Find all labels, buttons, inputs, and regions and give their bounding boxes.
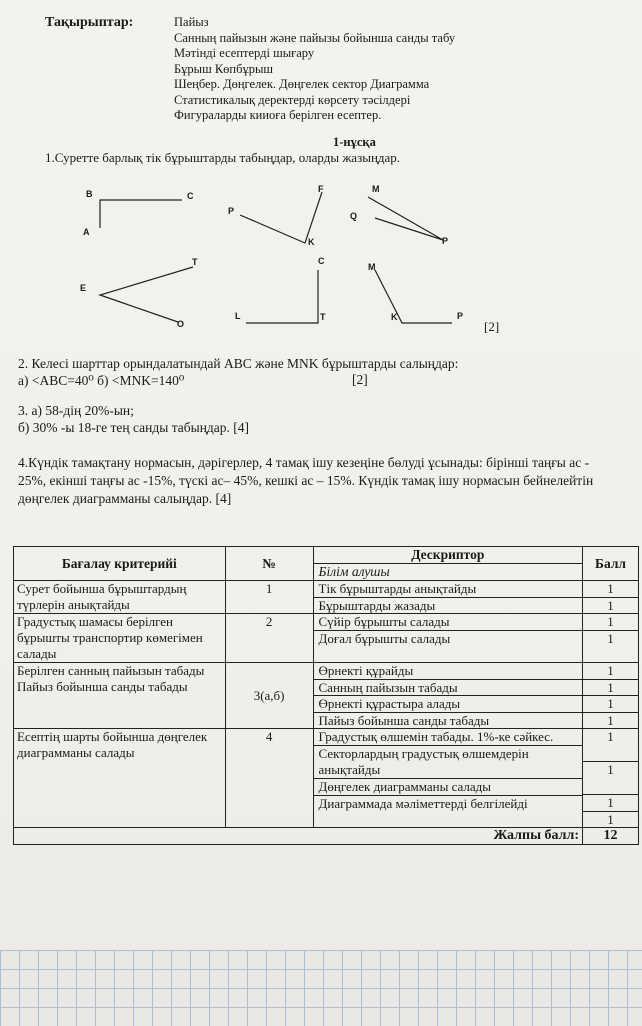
score-item: 1 bbox=[607, 597, 614, 613]
figure-label: L bbox=[235, 311, 241, 321]
figure-label: P bbox=[442, 236, 449, 246]
score-item: 1 bbox=[583, 663, 638, 680]
figure-label: M bbox=[372, 184, 380, 194]
descriptor-item: Тік бұрыштарды анықтайды bbox=[314, 581, 583, 598]
descriptor-item: Сүйір бұрышты салады bbox=[314, 614, 583, 631]
figure-label: P bbox=[457, 311, 464, 321]
angle-figure-1 bbox=[100, 200, 182, 228]
total-label: Жалпы балл: bbox=[14, 828, 583, 845]
figure-label: O bbox=[177, 319, 185, 329]
descriptor-item: Санның пайызын табады bbox=[314, 680, 583, 697]
variant-title: 1-нұсқа bbox=[333, 135, 376, 149]
table-row bbox=[14, 729, 639, 828]
figure-label: P bbox=[228, 206, 235, 216]
task-number-cell: 4 bbox=[225, 729, 313, 828]
score-item: 1 bbox=[583, 795, 638, 812]
descriptor-header bbox=[313, 547, 583, 581]
graph-paper-background bbox=[0, 950, 642, 1026]
topic-item: Пайыз bbox=[174, 15, 209, 29]
score-cell bbox=[583, 581, 639, 614]
figure-label: C bbox=[187, 191, 194, 201]
score-header: Балл bbox=[583, 547, 639, 581]
question-2-text: 2. Келесі шарттар орындалатындай ABC және MNK бұрыштарды салыңдар: bbox=[18, 356, 459, 371]
score-item: 1 bbox=[583, 614, 638, 631]
descriptor-item: Дөңгелек диаграмманы салады bbox=[314, 779, 583, 796]
question-4-line: дөңгелек диаграмманы салыңдар. [4] bbox=[18, 491, 232, 506]
question-2-mark: [2] bbox=[352, 372, 368, 387]
table-header-row bbox=[14, 547, 639, 581]
descriptor-item: Градустық өлшемін табады. 1%-ке сәйкес. bbox=[314, 729, 583, 746]
figure-label: Q bbox=[350, 211, 358, 221]
angle-figure-5 bbox=[246, 270, 318, 323]
angle-figure-4 bbox=[100, 267, 193, 322]
task-number-cell: 2 bbox=[225, 614, 313, 663]
score-item: 1 bbox=[607, 712, 614, 728]
question-4-line: 4.Күндік тамақтану нормасын, дәрігерлер, 4 тамақ ішу кезеңіне бөлуді ұсынады: бірінші таңғы ас - bbox=[18, 455, 590, 470]
descriptor-cell bbox=[313, 614, 583, 663]
descriptor-cell bbox=[313, 663, 583, 729]
topics-list bbox=[174, 15, 455, 124]
descriptor-cell bbox=[313, 729, 583, 828]
score-item: 1 bbox=[583, 762, 638, 795]
score-cell bbox=[583, 663, 639, 729]
question-4 bbox=[18, 454, 593, 508]
assessment-table bbox=[13, 546, 639, 845]
criteria-cell: Берілген санның пайызын табады Пайыз бойынша санды табады bbox=[14, 663, 226, 729]
descriptor-item: Бұрыштарды жазады bbox=[318, 597, 436, 613]
table-row bbox=[14, 663, 639, 729]
question-2 bbox=[18, 355, 458, 389]
table-row bbox=[14, 614, 639, 663]
score-item: 1 bbox=[607, 630, 614, 646]
angle-figure-3 bbox=[368, 197, 443, 240]
criteria-cell: Есептің шарты бойынша дөңгелек диаграмманы салады bbox=[14, 729, 226, 828]
question-1-mark: [2] bbox=[484, 319, 500, 334]
figure-label: C bbox=[318, 256, 325, 266]
number-header: № bbox=[225, 547, 313, 581]
figure-label: M bbox=[368, 262, 376, 272]
figure-label: B bbox=[86, 189, 93, 199]
angle-figure-6 bbox=[375, 270, 452, 323]
question-2-conditions: а) <ABC=40⁰ б) <MNK=140⁰ bbox=[18, 373, 185, 388]
figure-label: E bbox=[80, 283, 87, 293]
descriptor-item: Өрнекті құрайды bbox=[314, 663, 583, 680]
question-3 bbox=[18, 402, 249, 436]
topic-item: Мәтінді есептерді шығару bbox=[174, 46, 315, 60]
question-3-part-b: б) 30% -ы 18-ге тең санды табыңдар. [4] bbox=[18, 420, 250, 435]
criteria-header: Бағалау критерийі bbox=[14, 547, 226, 581]
topic-item: Фигураларды кииоға берілген есептер. bbox=[174, 108, 382, 122]
score-item: 1 bbox=[607, 811, 614, 827]
task-number-cell: 3(а,б) bbox=[225, 663, 313, 729]
criteria-cell: Сурет бойынша бұрыштардың түрлерін анықтайды bbox=[14, 581, 226, 614]
topic-item: Бұрыш Көпбұрыш bbox=[174, 61, 273, 76]
table-row bbox=[14, 581, 639, 614]
descriptor-item: Доғал бұрышты салады bbox=[318, 630, 451, 646]
figure-label: F bbox=[318, 184, 324, 194]
topic-item: Шеңбер. Дөңгелек. Дөңгелек сектор Диаграмма bbox=[174, 77, 430, 91]
descriptor-cell bbox=[313, 581, 583, 614]
figure-label: T bbox=[192, 257, 198, 267]
question-4-line: 25%, екінші таңғы ас -15%, түскі ас– 45%, кешкі ас – 15%. Күндік тамақ ішу нормасын бейнелейтін bbox=[18, 473, 594, 488]
learner-subheader: Білім алушы bbox=[318, 564, 390, 579]
question-3-part-a: 3. а) 58-дің 20%-ын; bbox=[18, 403, 134, 418]
figure-label: K bbox=[391, 312, 398, 322]
criteria-cell: Градустық шамасы берілген бұрышты транспортир көмегімен салады bbox=[14, 614, 226, 663]
descriptor-title: Дескриптор bbox=[314, 547, 583, 564]
score-cell bbox=[583, 729, 639, 828]
question-1-text: 1.Суретте барлық тік бұрыштарды табыңдар, оларды жазыңдар. bbox=[45, 150, 401, 165]
total-row bbox=[14, 828, 639, 845]
task-number-cell: 1 bbox=[225, 581, 313, 614]
score-item: 1 bbox=[583, 729, 638, 762]
descriptor-item: Өрнекті құрастыра алады bbox=[314, 696, 583, 713]
figure-label: K bbox=[308, 237, 315, 247]
score-item: 1 bbox=[583, 696, 638, 713]
score-item: 1 bbox=[583, 680, 638, 697]
topic-item: Санның пайызын және пайызы бойынша санды табу bbox=[174, 30, 456, 45]
figure-label: A bbox=[83, 227, 90, 237]
angle-figure-2 bbox=[240, 192, 322, 243]
descriptor-item: Диаграммада мәліметтерді белгілейді bbox=[318, 795, 528, 811]
descriptor-item: Пайыз бойынша санды табады bbox=[318, 712, 490, 728]
figure-label: T bbox=[320, 312, 326, 322]
score-item: 1 bbox=[583, 581, 638, 598]
angle-figures bbox=[0, 170, 520, 335]
topic-item: Статистикалық деректерді көрсету тәсілдері bbox=[174, 92, 411, 107]
total-value: 12 bbox=[583, 828, 639, 845]
descriptor-item: Секторлардың градустық өлшемдерін анықтайды bbox=[314, 746, 583, 779]
topics-label: Тақырыптар: bbox=[45, 15, 134, 30]
score-cell bbox=[583, 614, 639, 663]
